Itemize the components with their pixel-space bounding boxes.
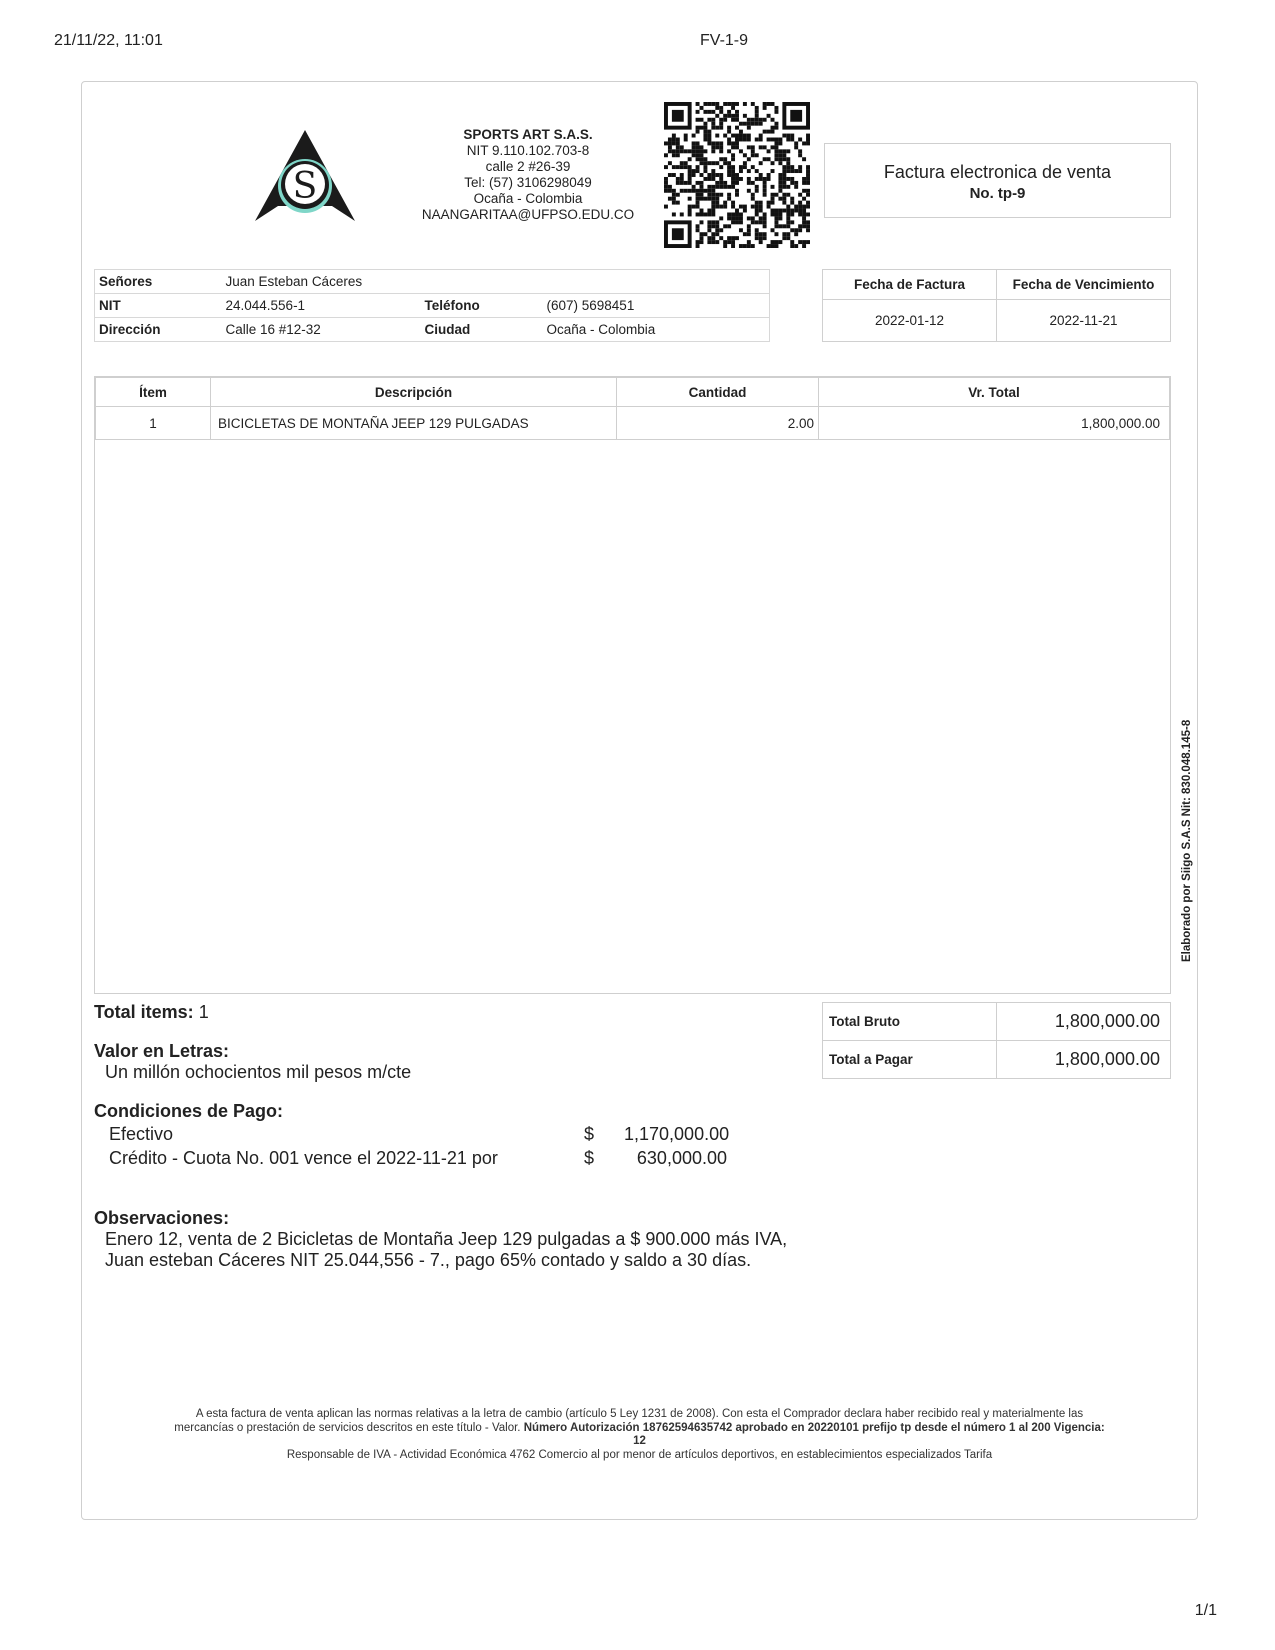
print-page-count: 1/1: [1194, 1602, 1217, 1619]
legal-vigencia: 12: [633, 1435, 646, 1447]
observaciones-label: Observaciones:: [94, 1208, 230, 1228]
fecha-factura: 2022-01-12: [823, 300, 997, 342]
document-type: Factura electronica de venta: [883, 162, 1112, 182]
total-bruto-label: Total Bruto: [823, 1003, 997, 1041]
print-date: 21/11/22, 11:01: [54, 32, 163, 49]
condicion-amount: 1,170,000.00: [624, 1123, 730, 1144]
dates-table: [822, 269, 1171, 342]
legal-authorization: Número Autorización 18762594635742 aprobado en 20220101 prefijo tp desde el número 1 al 200 Vigencia:: [523, 1421, 1105, 1434]
condicion-amount: 630,000.00: [636, 1147, 727, 1168]
company-city: Ocaña - Colombia: [473, 191, 583, 206]
row-total: 1,800,000.00: [819, 407, 1170, 440]
condiciones-block: [94, 1101, 794, 1170]
document-title-box: [824, 143, 1171, 218]
print-title: FV-1-9: [700, 32, 749, 49]
items-area: [94, 376, 1171, 994]
logo-letter: S: [292, 166, 318, 207]
totals-table: [822, 1002, 1171, 1079]
observaciones-block: [94, 1208, 794, 1271]
condicion-currency: $: [584, 1123, 595, 1144]
row-item: 1: [96, 407, 211, 440]
qr-code-icon: [664, 102, 810, 248]
observaciones-line-1: Enero 12, venta de 2 Bicicletas de Montaña Jeep 129 pulgadas a $ 900.000 más IVA,: [105, 1229, 788, 1249]
senores-label: Señores: [95, 270, 222, 294]
side-note: Elaborado por Siigo S.A.S Nit: 830.048.145-8: [1181, 719, 1193, 962]
direccion-label: Dirección: [95, 318, 222, 342]
valor-letras-label: Valor en Letras:: [94, 1041, 230, 1061]
company-name: SPORTS ART S.A.S.: [463, 127, 593, 142]
company-logo-icon: [250, 128, 360, 223]
fecha-factura-label: Fecha de Factura: [823, 270, 997, 300]
col-vr-total: Vr. Total: [819, 378, 1170, 407]
legal-line-4: Responsable de IVA - Actividad Económica 4762 Comercio al por menor de artículos deportivos, en establecimientos especializados Tarifa: [286, 1448, 993, 1461]
legal-line-1: A esta factura de venta aplican las normas relativas a la letra de cambio (artículo 5 Ley 1231 de 2008). Con esta el Comprador declara haber recibido real y materialmente las: [195, 1408, 1084, 1420]
company-email: NAANGARITAA@UFPSO.EDU.CO: [421, 207, 635, 222]
ciudad-label: Ciudad: [421, 318, 543, 342]
row-cantidad: 2.00: [617, 407, 819, 440]
client-direccion: Calle 16 #12-32: [222, 318, 421, 342]
client-telefono: (607) 5698451: [543, 294, 770, 318]
col-descripcion: Descripción: [211, 378, 617, 407]
client-nit: 24.044.556-1: [222, 294, 421, 318]
legal-footer: [122, 1408, 1157, 1462]
total-items-label: Total items:: [94, 1002, 194, 1022]
valor-letras-value: Un millón ochocientos mil pesos m/cte: [105, 1062, 412, 1082]
total-pagar-value: 1,800,000.00: [997, 1041, 1171, 1079]
telefono-label: Teléfono: [421, 294, 543, 318]
fecha-vencimiento-label: Fecha de Vencimiento: [997, 270, 1171, 300]
table-row: [96, 407, 1170, 440]
company-address: calle 2 #26-39: [485, 159, 571, 174]
company-nit: NIT 9.110.102.703-8: [466, 143, 590, 158]
condicion-currency: $: [584, 1147, 595, 1168]
condicion-desc: Efectivo: [109, 1123, 174, 1144]
client-name: Juan Esteban Cáceres: [222, 270, 770, 294]
list-item: [94, 1122, 794, 1146]
items-table: [95, 377, 1170, 440]
client-ciudad: Ocaña - Colombia: [543, 318, 770, 342]
total-bruto-value: 1,800,000.00: [997, 1003, 1171, 1041]
condiciones-label: Condiciones de Pago:: [94, 1101, 284, 1121]
nit-label: NIT: [95, 294, 222, 318]
total-items-value: 1: [198, 1002, 209, 1022]
valor-letras-block: [94, 1041, 794, 1083]
invoice-sheet: [81, 81, 1198, 1520]
col-cantidad: Cantidad: [617, 378, 819, 407]
observaciones-line-2: Juan esteban Cáceres NIT 25.044,556 - 7., pago 65% contado y saldo a 30 días.: [105, 1250, 752, 1270]
condicion-desc: Crédito - Cuota No. 001 vence el 2022-11-21 por: [109, 1147, 498, 1168]
total-items-line: [94, 1002, 794, 1023]
summary-section: [94, 1002, 794, 1271]
col-item: Ítem: [96, 378, 211, 407]
company-info: [418, 127, 638, 223]
total-pagar-label: Total a Pagar: [823, 1041, 997, 1079]
company-tel: Tel: (57) 3106298049: [464, 175, 592, 190]
client-info-table: [94, 269, 770, 342]
document-number: No. tp-9: [969, 185, 1026, 202]
legal-line-2: mercancías o prestación de servicios descritos en este título - Valor.: [174, 1421, 521, 1434]
fecha-vencimiento: 2022-11-21: [997, 300, 1171, 342]
list-item: [94, 1146, 794, 1170]
row-descripcion: BICICLETAS DE MONTAÑA JEEP 129 PULGADAS: [211, 407, 617, 440]
